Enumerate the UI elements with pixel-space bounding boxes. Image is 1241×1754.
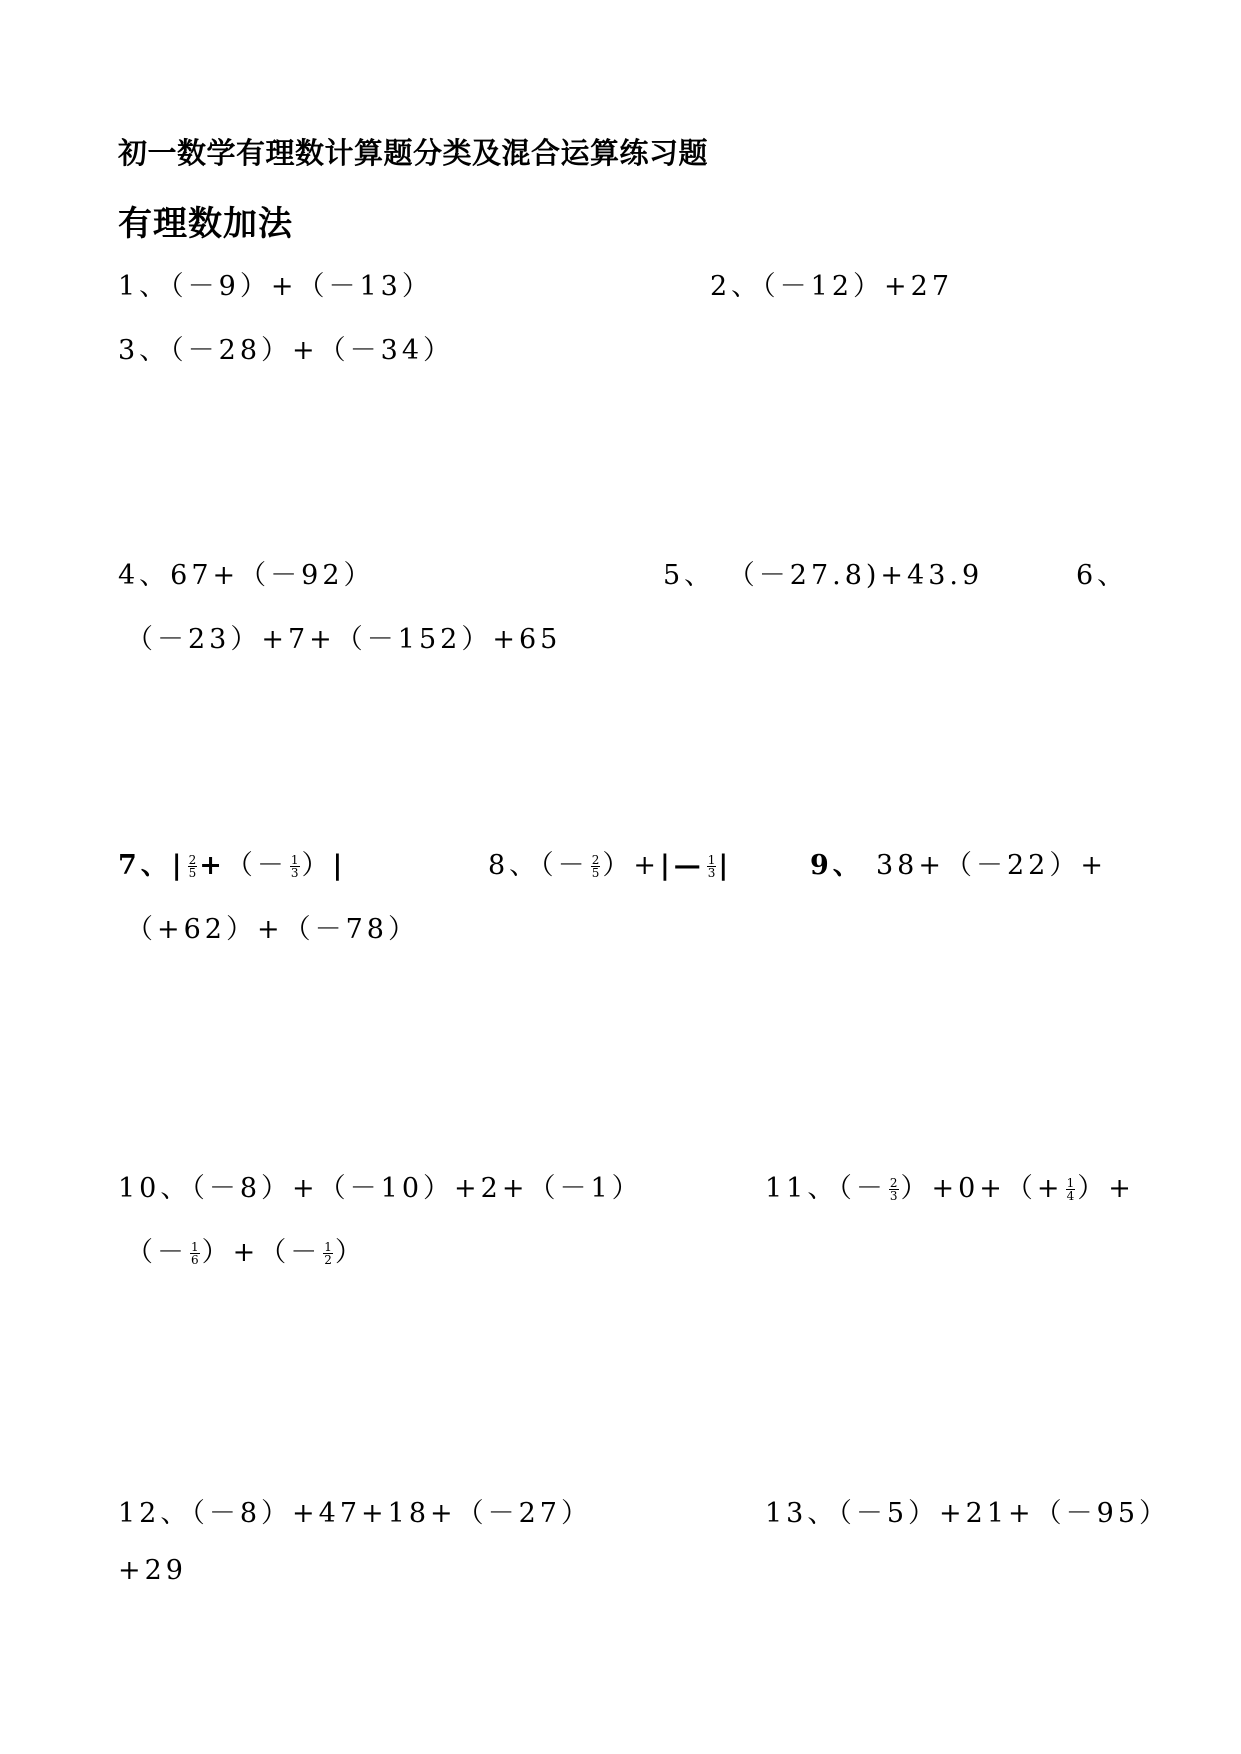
operator: ）+ — [602, 850, 660, 881]
denominator: 4 — [1066, 1189, 1075, 1203]
denominator: 5 — [188, 866, 197, 880]
section-heading: 有理数加法 — [118, 204, 293, 244]
problem-1: 1、（－9）+（－13） — [118, 271, 433, 302]
open-paren: （－ — [126, 1237, 188, 1268]
abs-bar: | — [718, 850, 733, 881]
problem-8 — [488, 843, 732, 882]
problem-10: 10、（－8）+（－10）+2+（－1） — [118, 1173, 643, 1204]
problem-9-continued: （+62）+（－78） — [126, 914, 419, 945]
problem-8-label: 8、（－ — [488, 850, 589, 881]
numerator: 2 — [188, 853, 197, 867]
problem-13-continued: +29 — [118, 1555, 187, 1586]
fraction — [323, 1241, 333, 1266]
fraction — [290, 854, 300, 879]
fraction — [1066, 1177, 1076, 1202]
abs-bar: | — [332, 850, 347, 881]
problem-11 — [765, 1166, 1135, 1205]
problem-6-expression: （－23）+7+（－152）+65 — [126, 624, 562, 655]
abs-bar: | — [171, 850, 186, 881]
page-title: 初一数学有理数计算题分类及混合运算练习题 — [118, 136, 709, 170]
problem-7-label: 7、 — [118, 850, 172, 881]
denominator: 3 — [889, 1189, 898, 1203]
problem-11-label: 11、（－ — [765, 1173, 887, 1204]
numerator: 2 — [591, 853, 600, 867]
abs-bar: |— — [659, 850, 705, 881]
fraction — [707, 854, 717, 879]
problem-2: 2、（－12）+27 — [710, 271, 954, 302]
denominator: 2 — [324, 1253, 332, 1267]
numerator: 1 — [707, 853, 716, 867]
fraction — [188, 854, 198, 879]
numerator: 1 — [290, 853, 299, 867]
problem-9-expression: 38+（－22）+ — [876, 850, 1107, 881]
fraction — [889, 1177, 899, 1202]
problem-7 — [118, 843, 346, 882]
denominator: 3 — [290, 866, 299, 880]
denominator: 3 — [707, 866, 716, 880]
denominator: 6 — [191, 1253, 199, 1267]
problem-13: 13、（－5）+21+（－95） — [765, 1498, 1170, 1529]
operator: ）+（－ — [201, 1237, 322, 1268]
denominator: 5 — [591, 866, 600, 880]
numerator: 1 — [324, 1240, 332, 1254]
fraction — [190, 1241, 200, 1266]
problem-5: 5、 （－27.8)+43.9 — [663, 560, 984, 591]
open-paren: （－ — [225, 850, 288, 881]
problem-9-label: 9、 — [810, 850, 864, 881]
problem-4: 4、67+（－92） — [118, 560, 375, 591]
numerator: 1 — [1066, 1176, 1075, 1190]
close-paren: ） — [301, 850, 333, 881]
fraction — [591, 854, 601, 879]
numerator: 2 — [889, 1176, 898, 1190]
operator: ）+ — [1077, 1173, 1135, 1204]
problem-6-label: 6、 — [1076, 560, 1129, 591]
operator: ）+0+（+ — [900, 1173, 1064, 1204]
problem-11-continued — [126, 1230, 366, 1269]
problem-3: 3、（－28）+（－34） — [118, 335, 455, 366]
plus-sign: + — [199, 850, 226, 881]
numerator: 1 — [191, 1240, 199, 1254]
problem-12: 12、（－8）+47+18+（－27） — [118, 1498, 592, 1529]
close-paren: ） — [334, 1237, 366, 1268]
